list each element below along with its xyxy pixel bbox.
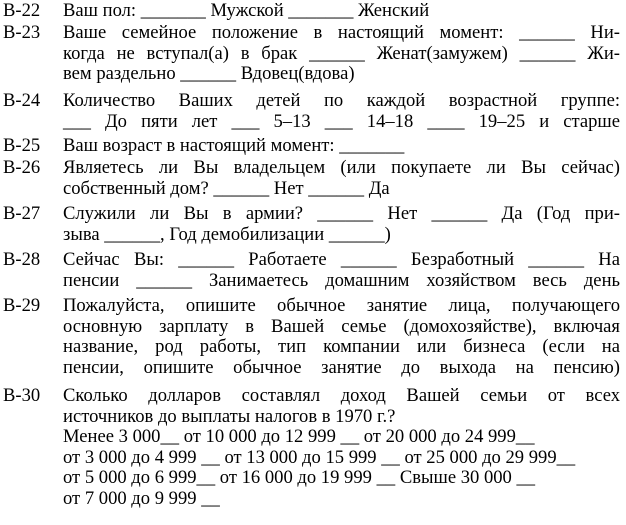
income-option-line: от 7 000 до 9 999 __ bbox=[63, 487, 220, 509]
question-text bbox=[63, 386, 620, 510]
question-code: B-24 bbox=[3, 90, 41, 111]
question-line: Сколько долларов составлял доход Вашей семьи от всех bbox=[63, 385, 620, 406]
question-line: основную зарплату в Вашей семье (домохозяйстве), включая bbox=[63, 315, 620, 337]
question-text bbox=[63, 136, 620, 157]
question-line: когда не вступал(а) в брак ______ Женат(замужем) ______ Жи- bbox=[63, 42, 620, 64]
question-line: пенсии, опишите обычное занятие до выхода на пенсию) bbox=[63, 356, 620, 378]
question-code: B-27 bbox=[3, 203, 41, 224]
question-text bbox=[63, 158, 620, 199]
question-line: Пожалуйста, опишите обычное занятие лица, получающего bbox=[63, 295, 620, 316]
question-text bbox=[63, 250, 620, 291]
question-line: пенсии ______ Занимаетесь домашним хозяйством весь день bbox=[63, 269, 620, 291]
question-line: источников до выплаты налогов в 1970 г.? bbox=[63, 405, 396, 427]
income-option-line: от 3 000 до 4 999 __ от 13 000 до 15 999 __ от 25 000 до 29 999__ bbox=[63, 446, 576, 468]
question-line: зыва ______, Год демобилизации ______) bbox=[63, 223, 391, 245]
question-line: Ваш пол: _______ Мужской _______ Женский bbox=[63, 0, 430, 21]
question-line: собственный дом? ______ Нет ______ Да bbox=[63, 177, 390, 199]
question-code: B-30 bbox=[3, 385, 41, 406]
question-line: Ваше семейное положение в настоящий момент: ______ Ни- bbox=[63, 22, 620, 43]
question-line: Служили ли Вы в армии? ______ Нет ______ Да (Год при- bbox=[63, 203, 620, 224]
question-text bbox=[63, 1, 620, 22]
question-code: B-28 bbox=[3, 249, 41, 270]
income-option-line: Менее 3 000__ от 10 000 до 12 999 __ от 20 000 до 24 999__ bbox=[63, 426, 535, 448]
question-code: B-23 bbox=[3, 22, 41, 43]
question-line: ___ До пяти лет ___ 5–13 ___ 14–18 ____ 19–25 и старше bbox=[63, 110, 620, 132]
income-option-line: от 5 000 до 6 999__ от 16 000 до 19 999 __ Свыше 30 000 __ bbox=[63, 467, 536, 489]
question-text bbox=[63, 296, 620, 378]
question-code: B-22 bbox=[3, 0, 41, 21]
question-code: B-26 bbox=[3, 157, 41, 178]
question-line: Ваш возраст в настоящий момент: _______ bbox=[63, 135, 405, 156]
question-line: название, род работы, тип компании или бизнеса (если на bbox=[63, 336, 620, 358]
question-code: B-29 bbox=[3, 295, 41, 316]
question-code: B-25 bbox=[3, 135, 41, 156]
question-text bbox=[63, 204, 620, 245]
question-text bbox=[63, 91, 620, 132]
question-line: Являетесь ли Вы владельцем (или покупаете ли Вы сейчас) bbox=[63, 157, 620, 178]
question-line: вем раздельно ______ Вдовец(вдова) bbox=[63, 63, 355, 85]
question-text bbox=[63, 23, 620, 85]
question-line: Количество Ваших детей по каждой возрастной группе: bbox=[63, 90, 620, 111]
question-line: Сейчас Вы: ______ Работаете ______ Безработный ______ На bbox=[63, 249, 620, 270]
